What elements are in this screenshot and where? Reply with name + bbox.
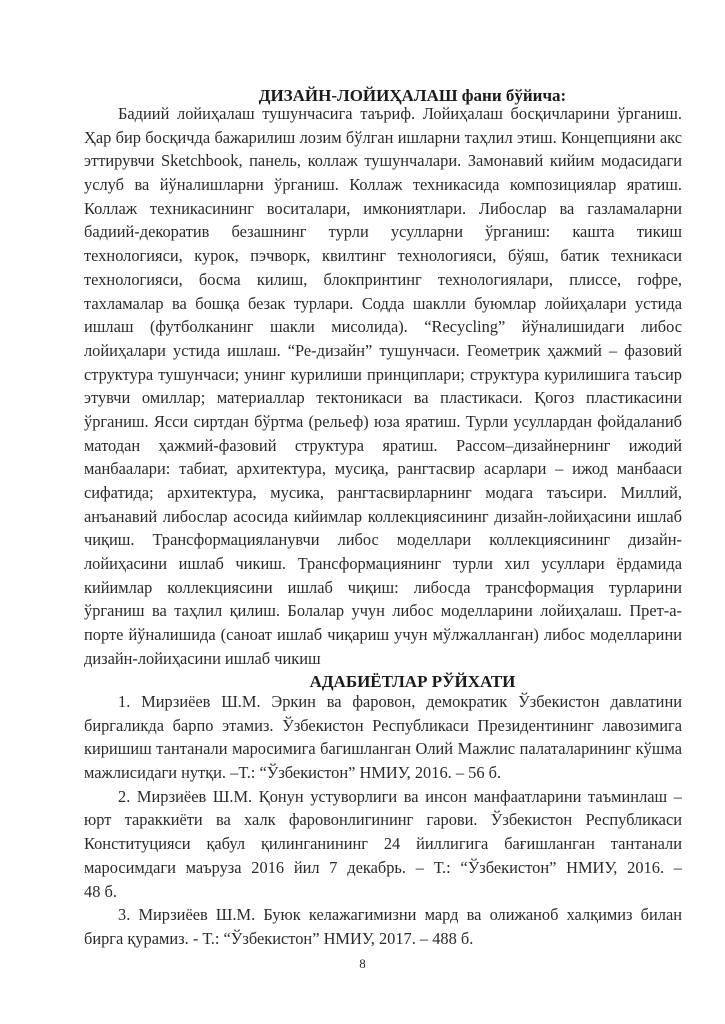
paragraph-line: технологияси, курок, пэчворк, квилтинг технологияси, бўяш, батик техникаси: [84, 246, 682, 266]
paragraph-line: сифатида; архитектура, мусика, рангтасвирларнинг модага таъсири. Миллий,: [84, 483, 682, 502]
reference-item: [84, 903, 682, 950]
paragraph-line: порте йўналишида (саноат ишлаб чиқариш учун мўлжалланган) либос моделларини: [84, 625, 682, 645]
reference-line: киришиш тантанали маросимига багишланган Олий Мажлис палаталарининг кўшма: [84, 739, 682, 759]
paragraph-line: ўрганиш. Ясси сиртдан бўртма (рельеф) юза яратиш. Турли усуллардан фойдаланиб: [84, 411, 682, 431]
paragraph-line: манбаалари: табиат, архитектура, мусиқа, рангтасвир асарлари – ижод манбааси: [84, 459, 682, 479]
paragraph-line: ўрганиш ва таҳлил қилиш. Болалар учун либос моделларини лойиҳалаш. Прет-а-: [84, 601, 682, 621]
references-heading: АДАБИЁТЛАР РЎЙХАТИ: [309, 672, 516, 691]
paragraph-line: структура тушунчаси; унинг курилиши принциплари; структура курилишига таъсир: [84, 364, 682, 384]
reference-line: биргаликда барпо этамиз. Ўзбекистон Республикаси Президентининг лавозимига: [84, 715, 682, 735]
reference-line: 3. Мирзиёев Ш.М. Буюк келажагимизни мард ва олижаноб халқимиз билан: [118, 905, 682, 925]
reference-item: [84, 785, 682, 903]
paragraph-line: матодан ҳажмий-фазовий структура яратиш. Рассом–дизайнернинг ижодий: [84, 435, 682, 455]
page-number: 8: [359, 956, 366, 971]
reference-line: 48 б.: [84, 881, 117, 901]
reference-item: [84, 690, 682, 785]
course-description: [84, 102, 682, 671]
paragraph-line: бадиий-декоратив безашнинг турли усулларни ўрганиш: кашта тикиш: [84, 222, 682, 242]
reference-line: юрт тараккиёти ва халк фаровонлигининг гарови. Ўзбекистон Республикаси: [84, 810, 682, 830]
paragraph-line: технологияси, босма килиш, блокпринтинг технологиялари, плиссе, гофре,: [84, 269, 682, 289]
reference-line: 2. Мирзиёев Ш.М. Қонун устуворлиги ва инсон манфаатларини таъминлаш –: [118, 786, 682, 806]
course-heading: ДИЗАЙН-ЛОЙИҲАЛАШ фани бўйича:: [258, 86, 567, 105]
paragraph-line: лойиҳасини ишлаб чикиш. Трансформациянинг турли хил усуллари ёрдамида: [84, 554, 682, 574]
reference-line: Конституцияси қабул қилинганининг 24 йиллигига бағишланган тантанали: [84, 834, 682, 854]
paragraph-line: дизайн-лойиҳасини ишлаб чикиш: [84, 648, 321, 668]
reference-line: маросимдаги маъруза 2016 йил 7 декабрь. – Т.: “Ўзбекистон” НМИУ, 2016. –: [84, 857, 682, 877]
reference-line: бирга қурамиз. - Т.: “Ўзбекистон” НМИУ, 2017. – 488 б.: [84, 928, 474, 948]
paragraph-line: тахламалар ва бошқа безак турлари. Содда шаклли буюмлар лойиҳалари устида: [84, 293, 682, 313]
paragraph-line: этувчи омиллар; материаллар тектоникаси ва пластикаси. Қогоз пластикасини: [84, 388, 682, 408]
paragraph-line: лойиҳалари устида ишлаш. “Ре-дизайн” тушунчаси. Геометрик ҳажмий – фазовий: [84, 340, 682, 360]
paragraph-line: Коллаж техникасининг воситалари, имкониятлари. Либослар ва газламаларни: [84, 198, 682, 218]
paragraph-line: чиқиш. Трансформацияланувчи либос моделлари коллекциясининг дизайн-: [84, 530, 682, 550]
paragraph-line: услуб ва йўналишларни ўрганиш. Коллаж техникасида композициялар яратиш.: [84, 175, 682, 195]
references-list: [84, 690, 682, 951]
paragraph-line: кийимлар коллекциясини ишлаб чиқиш: либосда трансформация турларини: [84, 577, 682, 597]
paragraph-line: ишлаш (футболканинг шакли мисолида). “Recycling” йўналишидаги либос: [84, 317, 682, 337]
reference-line: мажлисидаги нутқи. –Т.: “Ўзбекистон” НМИУ, 2016. – 56 б.: [84, 763, 502, 783]
paragraph-line: Бадиий лойиҳалаш тушунчасига таъриф. Лойиҳалаш босқичларини ўрганиш.: [118, 104, 682, 123]
paragraph-line: эттирувчи Sketchbook, панель, коллаж тушунчалари. Замонавий кийим модасидаги: [84, 151, 682, 171]
paragraph-line: анъанавий либослар асосида кийимлар коллекциясининг дизайн-лойиҳасини ишлаб: [84, 506, 682, 526]
reference-line: 1. Мирзиёев Ш.М. Эркин ва фаровон, демократик Ўзбекистон давлатини: [118, 692, 682, 711]
paragraph-line: Ҳар бир босқичда бажарилиш лозим бўлган ишларни таҳлил этиш. Концепцияни акс: [84, 127, 682, 147]
